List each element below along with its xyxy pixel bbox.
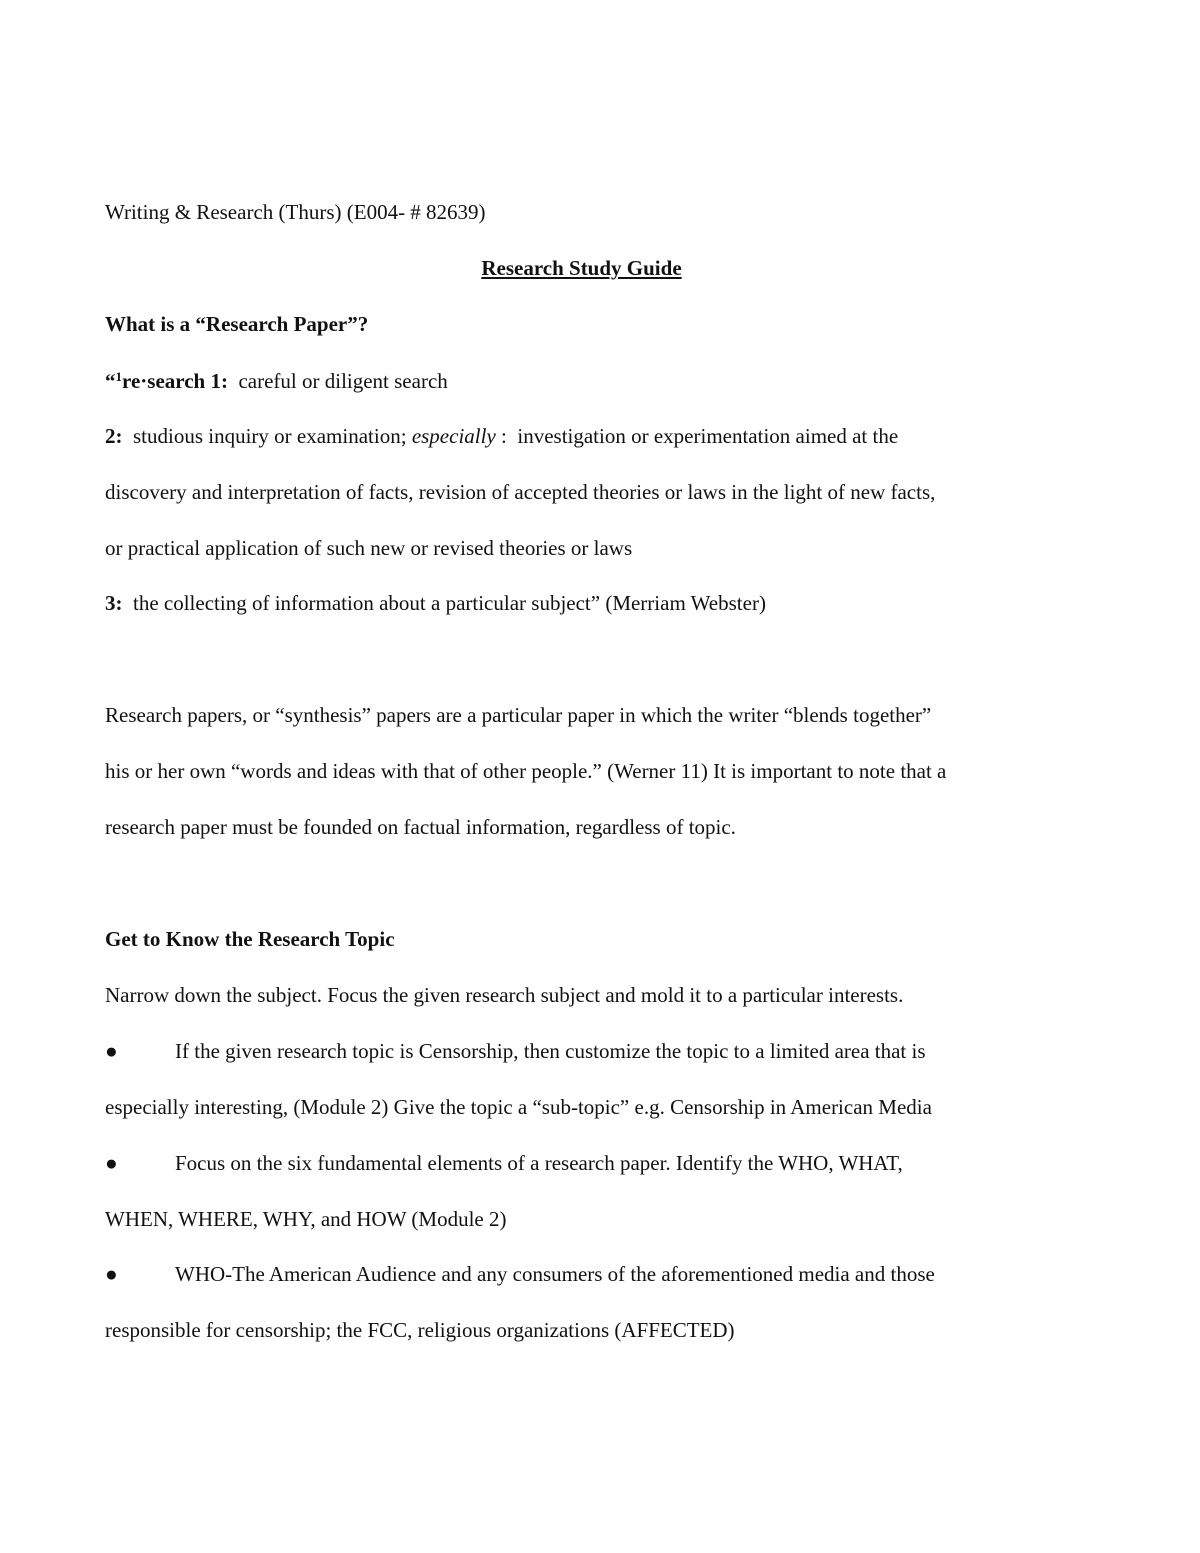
section-heading-research-topic: Get to Know the Research Topic <box>105 927 395 951</box>
course-header: Writing & Research (Thurs) (E004- # 82639) <box>105 200 486 224</box>
paragraph-line-1: Research papers, or “synthesis” papers are a particular paper in which the writer “blends together” <box>105 703 932 727</box>
list-item <box>105 1264 935 1285</box>
page-title: Research Study Guide <box>481 256 682 280</box>
list-item <box>105 1153 903 1174</box>
definition-term: re·search 1: <box>122 369 228 393</box>
list-item-line-1: WHO-The American Audience and any consumers of the aforementioned media and those <box>175 1262 935 1286</box>
bullet-icon: ● <box>105 1262 118 1286</box>
definition-2-number: 2: <box>105 424 123 448</box>
bullet-icon: ● <box>105 1151 118 1175</box>
list-item-line-1: If the given research topic is Censorship, then customize the topic to a limited area that is <box>175 1039 926 1063</box>
definition-2-italic: especially <box>411 424 496 448</box>
definition-3-number: 3: <box>105 591 123 615</box>
list-item-line-2: especially interesting, (Module 2) Give the topic a “sub-topic” e.g. Censorship in American Media <box>105 1095 932 1119</box>
section-2-intro: Narrow down the subject. Focus the given research subject and mold it to a particular interests. <box>105 983 904 1007</box>
paragraph-line-3: research paper must be founded on factual information, regardless of topic. <box>105 815 736 839</box>
definition-1-text: careful or diligent search <box>227 369 448 393</box>
definition-2-line-1 <box>105 426 898 447</box>
section-heading-research-paper: What is a “Research Paper”? <box>105 312 369 336</box>
paragraph-line-2: his or her own “words and ideas with that of other people.” (Werner 11) It is important to note that a <box>105 759 947 783</box>
definition-open-quote: “ <box>105 369 116 393</box>
definition-3 <box>105 593 766 614</box>
definition-2-line-3: or practical application of such new or revised theories or laws <box>105 536 633 560</box>
list-item <box>105 1041 926 1062</box>
definition-2-line-2: discovery and interpretation of facts, revision of accepted theories or laws in the light of new facts, <box>105 480 936 504</box>
definition-1 <box>105 370 448 392</box>
list-item-line-2: responsible for censorship; the FCC, religious organizations (AFFECTED) <box>105 1318 735 1342</box>
definition-superscript: 1 <box>115 369 122 384</box>
definition-2-text-a: studious inquiry or examination; <box>122 424 412 448</box>
list-item-line-2: WHEN, WHERE, WHY, and HOW (Module 2) <box>105 1207 507 1231</box>
definition-2-text-b: : investigation or experimentation aimed at the <box>495 424 899 448</box>
list-item-line-1: Focus on the six fundamental elements of a research paper. Identify the WHO, WHAT, <box>175 1151 903 1175</box>
definition-3-text: the collecting of information about a particular subject” (Merriam Webster) <box>122 591 766 615</box>
bullet-icon: ● <box>105 1039 118 1063</box>
